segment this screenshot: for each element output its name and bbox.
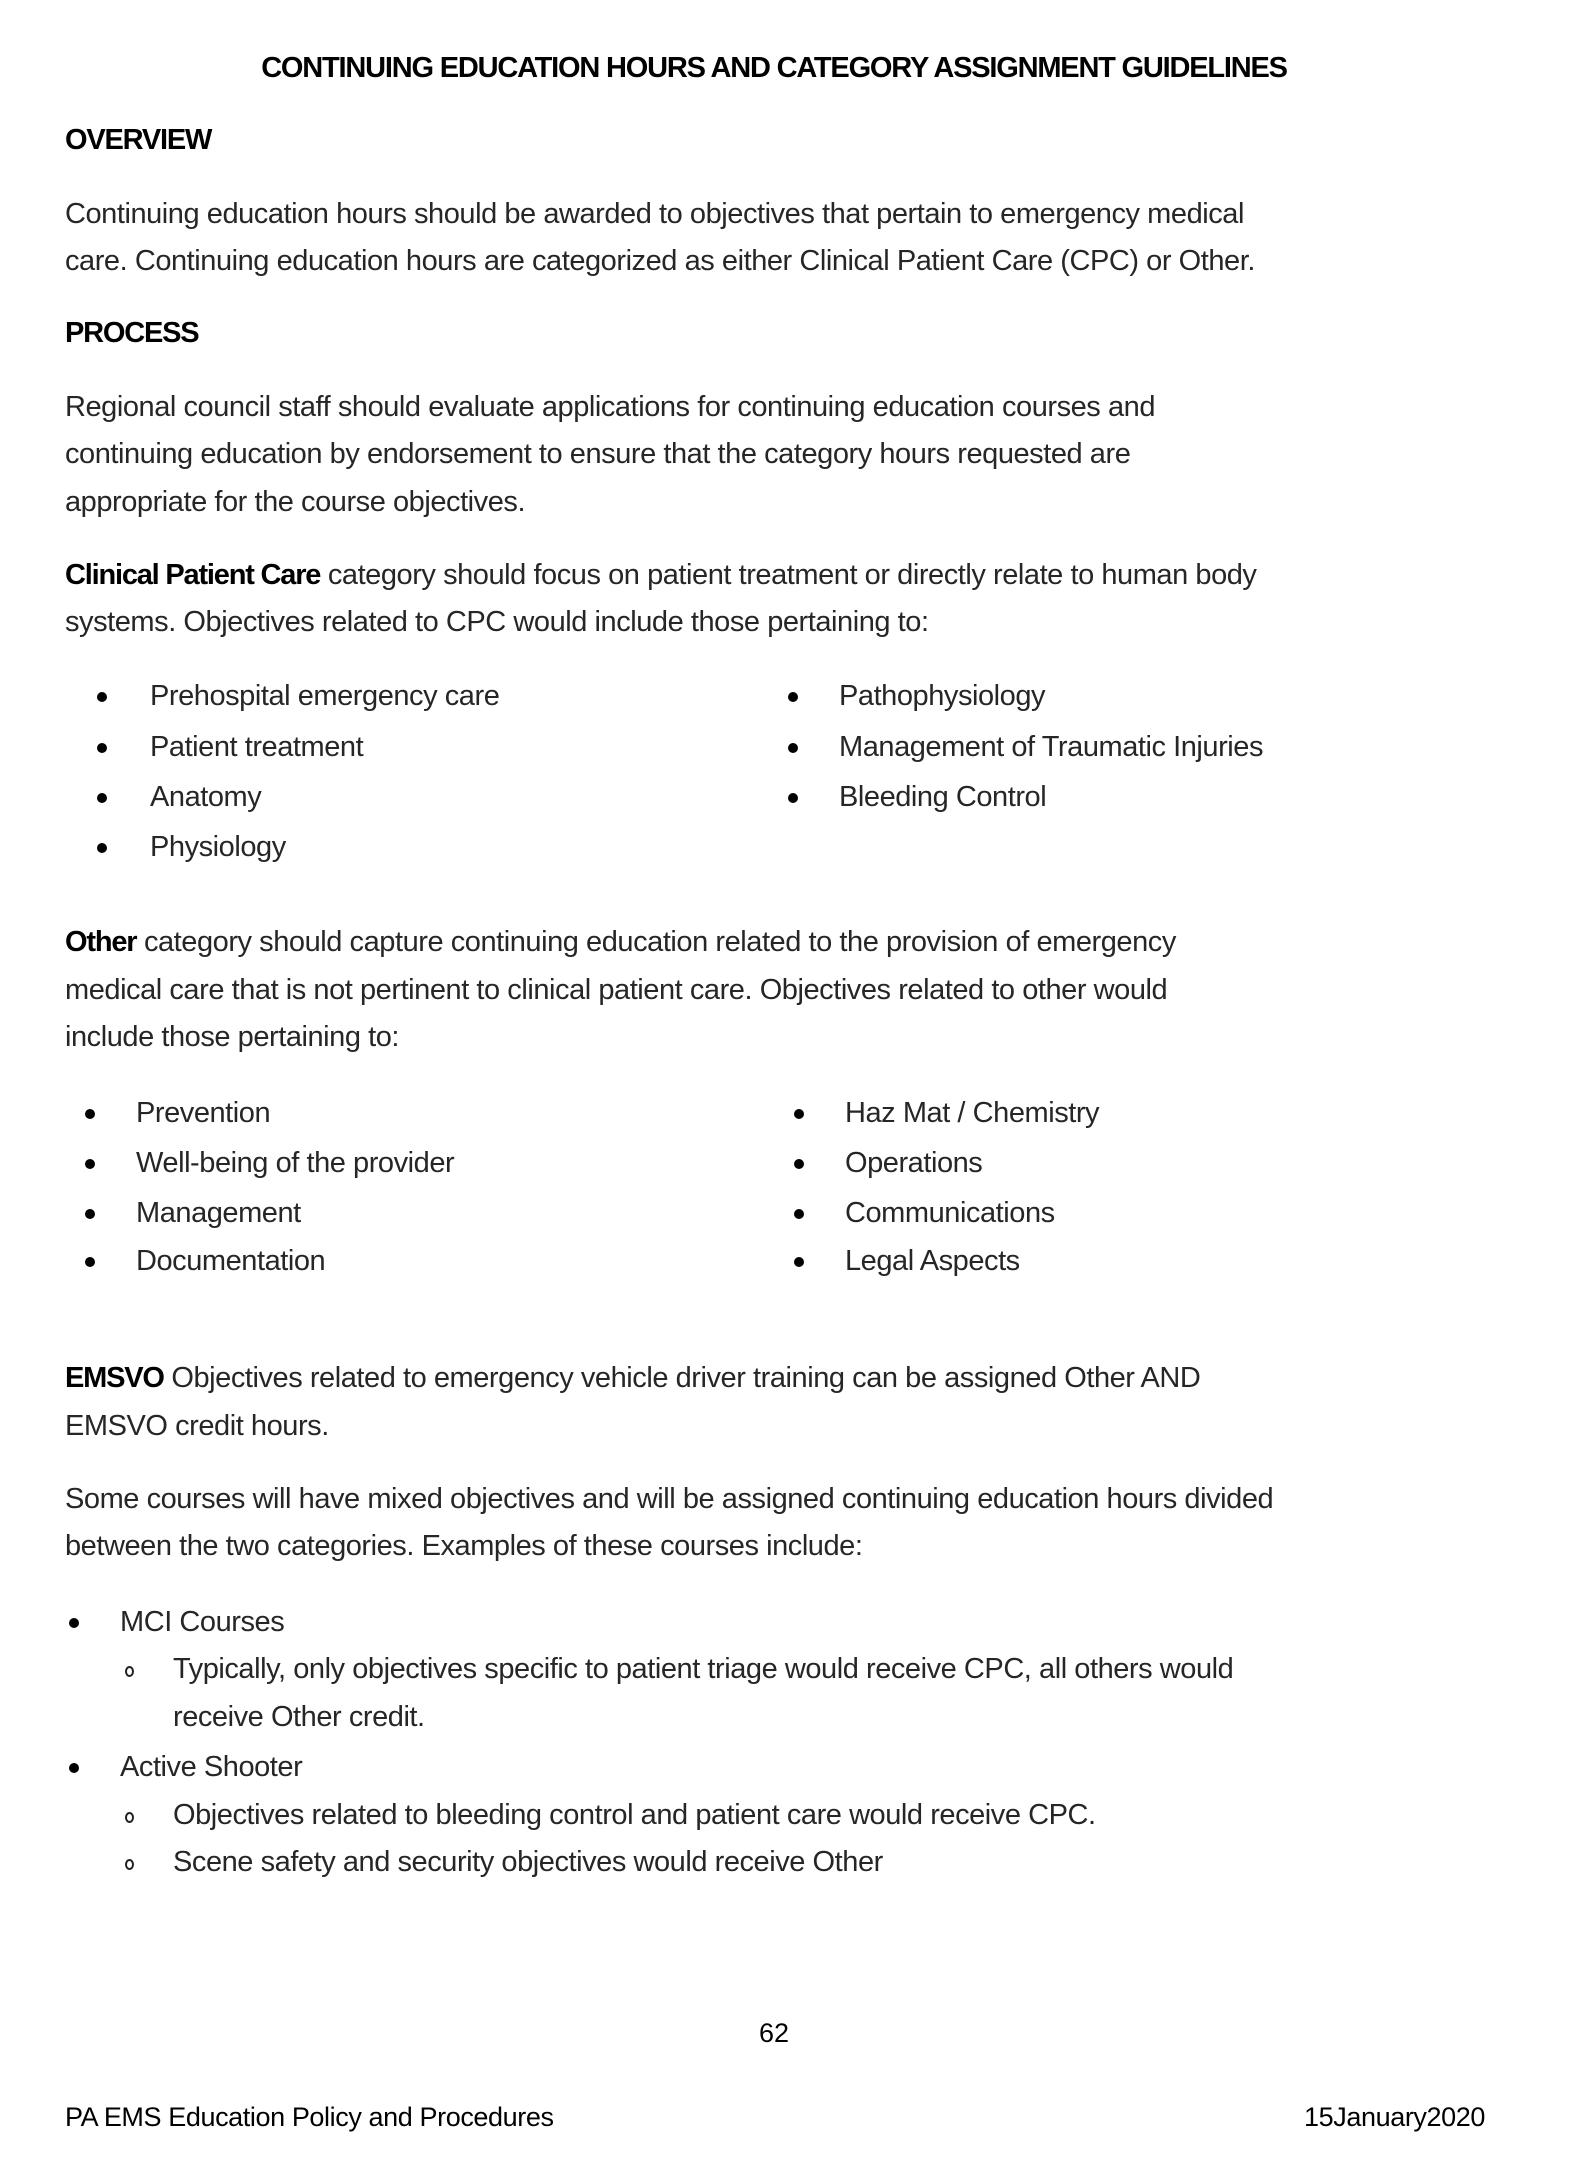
other-paragraph-line: include those pertaining to: xyxy=(65,1021,400,1053)
list-item: Legal Aspects xyxy=(845,1245,1020,1277)
cpc-bold-lead: Clinical Patient Care xyxy=(65,559,321,591)
list-item: Documentation xyxy=(136,1245,326,1277)
process-line: continuing education by endorsement to ensure that the category hours requested are xyxy=(65,438,1131,470)
bullet-icon xyxy=(788,743,798,753)
overview-line: Continuing education hours should be awarded to objectives that pertain to emergency medical xyxy=(65,198,1244,230)
bullet-icon xyxy=(85,1109,95,1119)
list-item: Physiology xyxy=(150,831,286,863)
bullet-icon xyxy=(85,1209,95,1219)
process-heading: PROCESS xyxy=(65,317,199,349)
mixed-paragraph-line: between the two categories. Examples of these courses include: xyxy=(65,1530,863,1562)
bullet-icon xyxy=(788,793,798,803)
list-item: Haz Mat / Chemistry xyxy=(845,1097,1100,1129)
footer-left: PA EMS Education Policy and Procedures xyxy=(65,2102,554,2132)
bullet-icon xyxy=(794,1257,804,1267)
sub-list-item: Typically, only objectives specific to patient triage would receive CPC, all others would xyxy=(173,1653,1234,1685)
process-line: appropriate for the course objectives. xyxy=(65,486,526,518)
footer-right: 15January2020 xyxy=(1304,2102,1485,2132)
bullet-icon xyxy=(97,843,107,853)
list-item: Active Shooter xyxy=(120,1751,303,1783)
bullet-icon xyxy=(794,1109,804,1119)
emsvo-line1-text: Objectives related to emergency vehicle driver training can be assigned Other AND xyxy=(163,1362,1201,1394)
emsvo-paragraph-line xyxy=(65,1360,1200,1396)
overview-line: care. Continuing education hours are categorized as either Clinical Patient Care (CPC) or Other. xyxy=(65,245,1255,277)
list-item: Prehospital emergency care xyxy=(150,680,500,712)
list-item: Anatomy xyxy=(150,781,262,813)
cpc-paragraph-line: systems. Objectives related to CPC would include those pertaining to: xyxy=(65,606,929,638)
sub-list-item: Objectives related to bleeding control and patient care would receive CPC. xyxy=(173,1799,1096,1831)
mixed-paragraph-line: Some courses will have mixed objectives and will be assigned continuing education hours divided xyxy=(65,1483,1274,1515)
list-item: Prevention xyxy=(136,1097,271,1129)
cpc-paragraph-line xyxy=(65,557,1256,593)
bullet-icon xyxy=(794,1209,804,1219)
emsvo-bold-lead: EMSVO xyxy=(65,1362,164,1394)
bullet-icon xyxy=(97,793,107,803)
list-item: Bleeding Control xyxy=(839,781,1047,813)
bullet-icon xyxy=(85,1159,95,1169)
other-bold-lead: Other xyxy=(65,926,137,958)
overview-heading: OVERVIEW xyxy=(65,124,212,156)
page-title: CONTINUING EDUCATION HOURS AND CATEGORY ASSIGNMENT GUIDELINES xyxy=(261,52,1287,84)
list-item: Pathophysiology xyxy=(839,680,1046,712)
page-number: 62 xyxy=(758,2018,790,2048)
bullet-icon xyxy=(97,692,107,702)
sub-bullet-icon xyxy=(125,1812,134,1823)
process-line: Regional council staff should evaluate applications for continuing education courses and xyxy=(65,391,1155,423)
list-item: Management of Traumatic Injuries xyxy=(839,731,1264,763)
bullet-icon xyxy=(69,1763,79,1773)
list-item: Well-being of the provider xyxy=(136,1147,455,1179)
sub-bullet-icon xyxy=(125,1859,134,1870)
bullet-icon xyxy=(788,692,798,702)
bullet-icon xyxy=(97,743,107,753)
sub-list-item: Scene safety and security objectives would receive Other xyxy=(173,1846,883,1878)
cpc-line1-text: category should focus on patient treatment or directly relate to human body xyxy=(320,559,1257,591)
sub-list-item-continuation: receive Other credit. xyxy=(173,1701,425,1733)
bullet-icon xyxy=(69,1618,79,1628)
list-item: Communications xyxy=(845,1197,1055,1229)
other-line1-text: category should capture continuing education related to the provision of emergency xyxy=(136,926,1176,958)
sub-bullet-icon xyxy=(125,1666,134,1677)
bullet-icon xyxy=(794,1159,804,1169)
list-item: Management xyxy=(136,1197,301,1229)
other-paragraph-line xyxy=(65,924,1176,960)
list-item: MCI Courses xyxy=(120,1606,285,1638)
list-item: Patient treatment xyxy=(150,731,364,763)
emsvo-paragraph-line: EMSVO credit hours. xyxy=(65,1410,329,1442)
other-paragraph-line: medical care that is not pertinent to clinical patient care. Objectives related to other would xyxy=(65,974,1168,1006)
list-item: Operations xyxy=(845,1147,983,1179)
bullet-icon xyxy=(85,1257,95,1267)
